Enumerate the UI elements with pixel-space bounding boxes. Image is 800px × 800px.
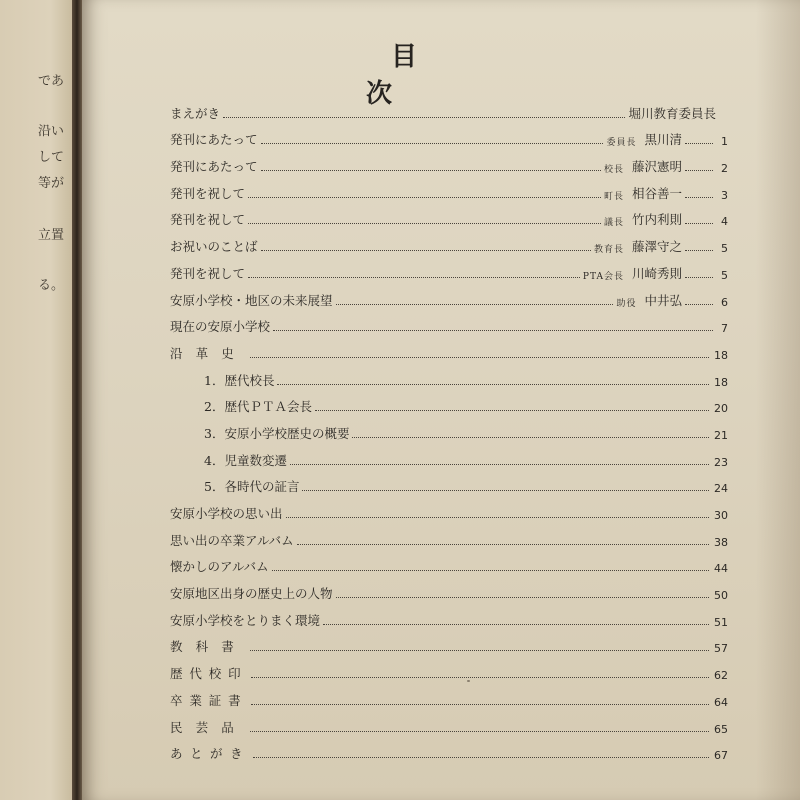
toc-entry: [170, 709, 728, 736]
dot-leader: [223, 117, 625, 118]
entry-page-number: 67: [714, 749, 728, 763]
entry-page-number: 30: [714, 509, 728, 522]
dot-leader: [685, 250, 713, 251]
dot-leader: [272, 570, 709, 571]
entry-author: 相谷善一: [631, 185, 682, 201]
contents-page: [82, 0, 800, 800]
entry-role: 委員長: [606, 138, 637, 149]
entry-title: 発刊にあたって: [170, 159, 258, 175]
entry-title: 5．各時代の証言: [204, 479, 300, 495]
entry-role: 助役: [616, 298, 637, 309]
entry-title: 歴代校印: [170, 666, 248, 682]
entry-author: 黒川清: [644, 132, 682, 148]
dot-leader: [685, 223, 713, 224]
dot-leader: [273, 330, 713, 331]
toc-entry: [170, 122, 728, 149]
entry-page-number: 24: [714, 482, 728, 496]
toc-subentry: [170, 389, 728, 416]
entry-author: 竹内利則: [631, 212, 682, 228]
entry-author: 藤沢憲明: [631, 159, 682, 175]
dot-leader: [336, 304, 614, 305]
entry-title: 安原小学校・地区の未来展望: [170, 292, 333, 308]
entry-page-number: 5: [721, 268, 728, 282]
entry-page-number: 57: [714, 642, 728, 656]
toc-entry: [170, 736, 728, 763]
left-page-text-line: 立置: [37, 228, 64, 243]
entry-title: あとがき: [170, 746, 251, 762]
entry-title: 発刊を祝して: [170, 185, 246, 201]
dot-leader: [261, 170, 601, 171]
entry-title: 現在の安原小学校: [170, 319, 271, 335]
dot-leader: [685, 170, 713, 171]
entry-page-number: 1: [721, 135, 728, 149]
dot-leader: [248, 223, 601, 224]
toc-entry: [170, 228, 728, 255]
left-page-text-line: 沿い: [37, 124, 64, 139]
entry-title: 安原小学校の思い出: [170, 506, 283, 521]
entry-author: 川崎秀則: [631, 265, 682, 281]
dot-leader: [251, 677, 709, 678]
entry-author: 中井弘: [644, 292, 682, 308]
dot-leader: [250, 731, 709, 732]
toc-entry: [170, 175, 728, 202]
paper-speck: [467, 680, 470, 682]
dot-leader: [286, 517, 709, 518]
dot-leader: [248, 197, 601, 198]
entry-title: 3．安原小学校歴史の概要: [204, 425, 350, 441]
left-page-text-line: 等が: [37, 176, 64, 191]
dot-leader: [253, 757, 709, 758]
toc-entry: [170, 202, 728, 229]
entry-page-number: 18: [714, 348, 728, 362]
dot-leader: [685, 304, 713, 305]
dot-leader: [297, 544, 709, 545]
toc-entry: [170, 655, 728, 682]
toc-entry: [170, 602, 728, 629]
dot-leader: [685, 277, 713, 278]
toc-entry: [170, 495, 728, 522]
dot-leader: [315, 410, 709, 411]
dot-leader: [323, 624, 709, 625]
left-page-text-line: る。: [37, 278, 64, 293]
entry-author: 堀川教育委員長: [628, 105, 716, 121]
entry-role: 町長: [603, 191, 624, 202]
entry-page-number: 7: [721, 322, 728, 336]
toc-entry: [170, 575, 728, 602]
entry-role: PTA会長: [582, 271, 624, 282]
entry-page-number: 62: [714, 669, 728, 683]
entry-author: 藤澤守之: [631, 239, 682, 255]
entry-page-number: 65: [714, 722, 728, 736]
entry-title: 1．歴代校長: [204, 372, 275, 388]
toc-entry: [170, 522, 728, 549]
dot-leader: [248, 277, 580, 278]
toc-entry: [170, 282, 728, 309]
entry-page-number: 2: [721, 162, 728, 176]
toc-entry: [170, 629, 728, 656]
dot-leader: [685, 143, 713, 144]
entry-page-number: 38: [714, 535, 728, 549]
dot-leader: [261, 143, 604, 144]
toc-entry: [170, 549, 728, 576]
dot-leader: [352, 437, 709, 438]
entry-role: 校長: [603, 165, 624, 176]
entry-title: 4．児童数変遷: [204, 452, 287, 468]
toc-subentry: [170, 442, 728, 469]
dot-leader: [261, 250, 591, 251]
entry-title: 思い出の卒業アルバム: [170, 532, 294, 548]
toc-entry: [170, 335, 728, 362]
entry-title: 懐かしのアルバム: [170, 559, 269, 575]
page-title: 目次: [365, 42, 467, 109]
entry-title: 安原小学校をとりまく環境: [170, 612, 321, 628]
toc-entry: [170, 255, 728, 282]
entry-page-number: 21: [714, 428, 728, 442]
entry-page-number: 23: [714, 455, 728, 469]
toc-entry: [170, 309, 728, 336]
dot-leader: [685, 197, 713, 198]
entry-page-number: 5: [721, 242, 728, 256]
book-gutter: [72, 0, 82, 800]
toc-entry: [170, 148, 728, 175]
entry-title: 発刊を祝して: [170, 265, 246, 281]
entry-title: お祝いのことば: [170, 239, 258, 255]
entry-page-number: 44: [714, 562, 728, 576]
toc-subentry: [170, 415, 728, 442]
entry-page-number: 4: [721, 215, 728, 229]
entry-page-number: 6: [721, 295, 728, 309]
entry-title: 民芸品: [170, 719, 247, 735]
toc-subentry: [170, 362, 728, 389]
dot-leader: [250, 650, 709, 651]
left-page-text-line: であ: [37, 74, 64, 89]
table-of-contents: [170, 95, 728, 762]
toc-entry: [170, 682, 728, 709]
entry-page-number: 18: [714, 375, 728, 389]
left-page: [0, 0, 72, 800]
dot-leader: [277, 384, 709, 385]
dot-leader: [336, 597, 709, 598]
entry-page-number: 64: [714, 695, 728, 709]
dot-leader: [250, 357, 709, 358]
entry-page-number: 20: [714, 402, 728, 416]
entry-role: 教育長: [593, 245, 624, 256]
toc-entry: [170, 95, 728, 122]
entry-role: 議長: [603, 218, 624, 229]
entry-title: 発刊を祝して: [170, 212, 246, 228]
entry-page-number: 3: [721, 188, 728, 202]
toc-subentry: [170, 469, 728, 496]
dot-leader: [290, 464, 709, 465]
entry-title: 卒業証書: [170, 692, 248, 708]
entry-title: 教科書: [170, 639, 247, 655]
entry-title: まえがき: [170, 105, 221, 121]
entry-page-number: 50: [714, 589, 728, 603]
dot-leader: [251, 704, 709, 705]
entry-page-number: 51: [714, 615, 728, 629]
entry-title: 沿革史: [170, 345, 247, 361]
page-edge-shadow: [756, 0, 800, 800]
entry-title: 発刊にあたって: [170, 132, 258, 148]
left-page-text-line: して: [37, 150, 64, 165]
dot-leader: [302, 490, 709, 491]
entry-title: 2．歴代ＰＴＡ会長: [204, 399, 312, 415]
entry-title: 安原地区出身の歴史上の人物: [170, 586, 333, 602]
